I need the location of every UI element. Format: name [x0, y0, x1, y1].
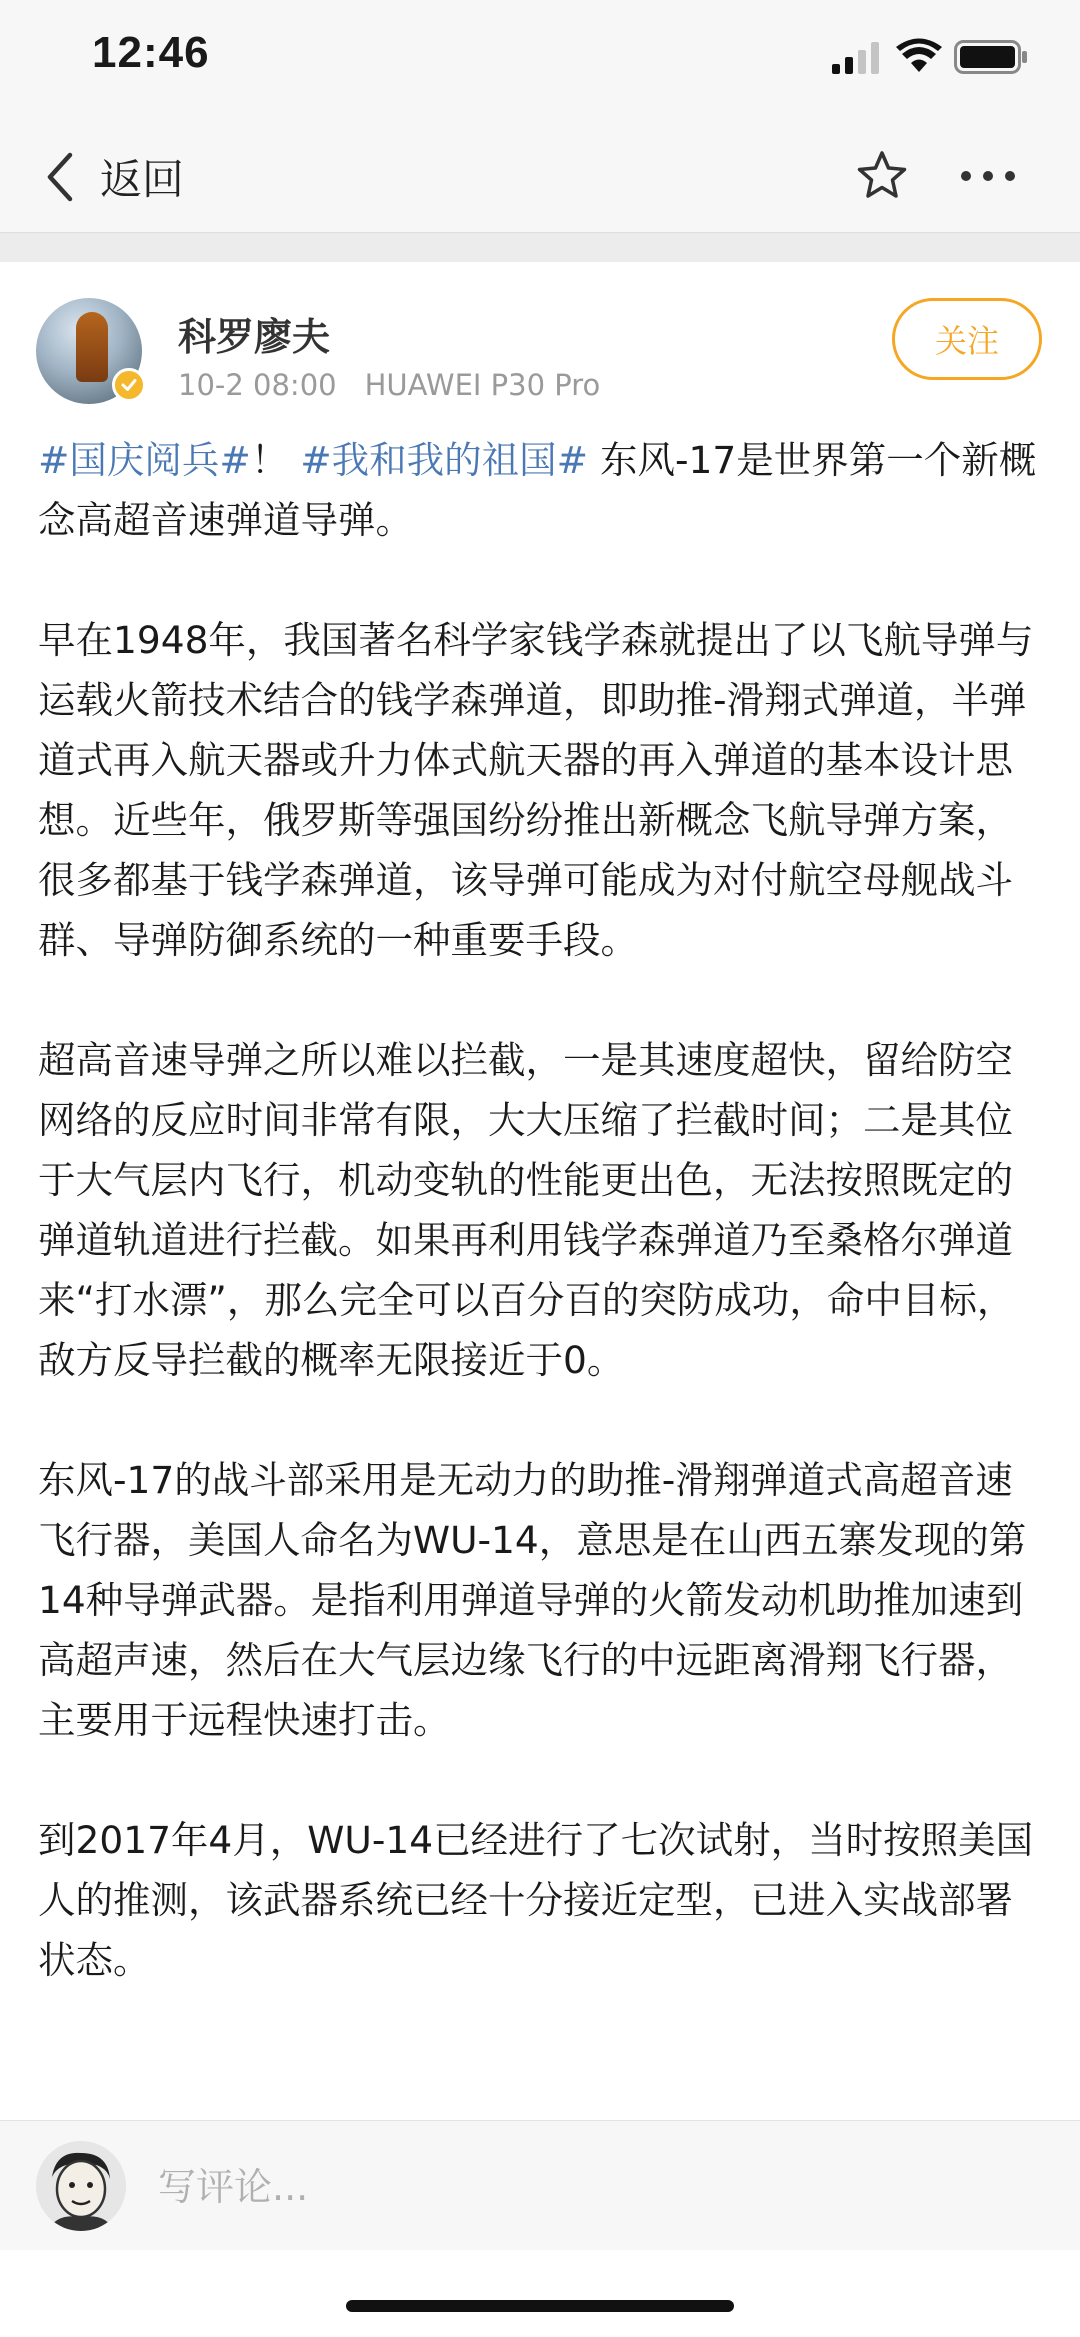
post-text: 东风-17是世界第一个新概念高超音速弹道导弹。 [38, 438, 1037, 542]
post-device: HUAWEI P30 Pro [364, 368, 601, 402]
status-bar [0, 0, 1080, 120]
comment-bar [0, 2120, 1080, 2250]
hashtag-link[interactable]: #国庆阅兵# [38, 438, 251, 482]
wifi-icon [896, 38, 942, 74]
post-paragraph: 早在1948年，我国著名科学家钱学森就提出了以飞航导弹与运载火箭技术结合的钱学森弹道，即助推-滑翔式弹道，半弹道式再入航天器或升力体式航天器的再入弹道的基本设计思想。近些年，俄罗斯等强国纷纷推出新概念飞航导弹方案，很多都基于钱学森弹道，该导弹可能成为对付航空母舰战斗群、导弹防御系统的一种重要手段。 [38, 618, 1034, 962]
status-time: 12:46 [92, 28, 210, 77]
back-chevron-icon [40, 149, 80, 205]
battery-icon [954, 40, 1028, 74]
star-icon[interactable] [854, 148, 910, 204]
post-header [0, 262, 1080, 412]
follow-button[interactable]: 关注 [892, 298, 1042, 380]
user-avatar[interactable] [36, 2141, 126, 2231]
home-indicator-area [0, 2250, 1080, 2337]
post-meta [178, 368, 600, 402]
cellular-signal-icon [832, 42, 880, 74]
post-text: ！ [250, 438, 301, 482]
author-name[interactable]: 科罗廖夫 [178, 315, 331, 359]
user-avatar-image [36, 2141, 126, 2231]
section-divider [0, 232, 1080, 262]
back-button[interactable] [40, 142, 184, 212]
avatar-figure [76, 312, 108, 382]
more-icon[interactable] [956, 148, 1020, 204]
hashtag-link[interactable]: #我和我的祖国# [300, 438, 589, 482]
nav-bar [0, 120, 1080, 232]
post-paragraph: 到2017年4月，WU-14已经进行了七次试射，当时按照美国人的推测，该武器系统已经十分接近定型，已进入实战部署状态。 [38, 1818, 1034, 1982]
post-paragraph [38, 430, 1048, 550]
verified-badge-icon [112, 368, 146, 402]
post-paragraph: 东风-17的战斗部采用是无动力的助推-滑翔弹道式高超音速飞行器，美国人命名为WU-14，意思是在山西五寨发现的第14种导弹武器。是指利用弹道导弹的火箭发动机助推加速到高超声速，然后在大气层边缘飞行的中远距离滑翔飞行器，主要用于远程快速打击。 [38, 1458, 1027, 1742]
back-label: 返回 [100, 155, 185, 204]
home-indicator[interactable] [346, 2300, 734, 2312]
post-timestamp: 10-2 08:00 [178, 368, 337, 402]
comment-input[interactable]: 写评论... [158, 2165, 309, 2209]
post-paragraph: 超高音速导弹之所以难以拦截，一是其速度超快，留给防空网络的反应时间非常有限，大大压缩了拦截时间；二是其位于大气层内飞行，机动变轨的性能更出色，无法按照既定的弹道轨道进行拦截。如果再利用钱学森弹道乃至桑格尔弹道来“打水漂”，那么完全可以百分百的突防成功，命中目标，敌方反导拦截的概率无限接近于0。 [38, 1038, 1015, 1382]
post-content [38, 430, 1048, 1990]
